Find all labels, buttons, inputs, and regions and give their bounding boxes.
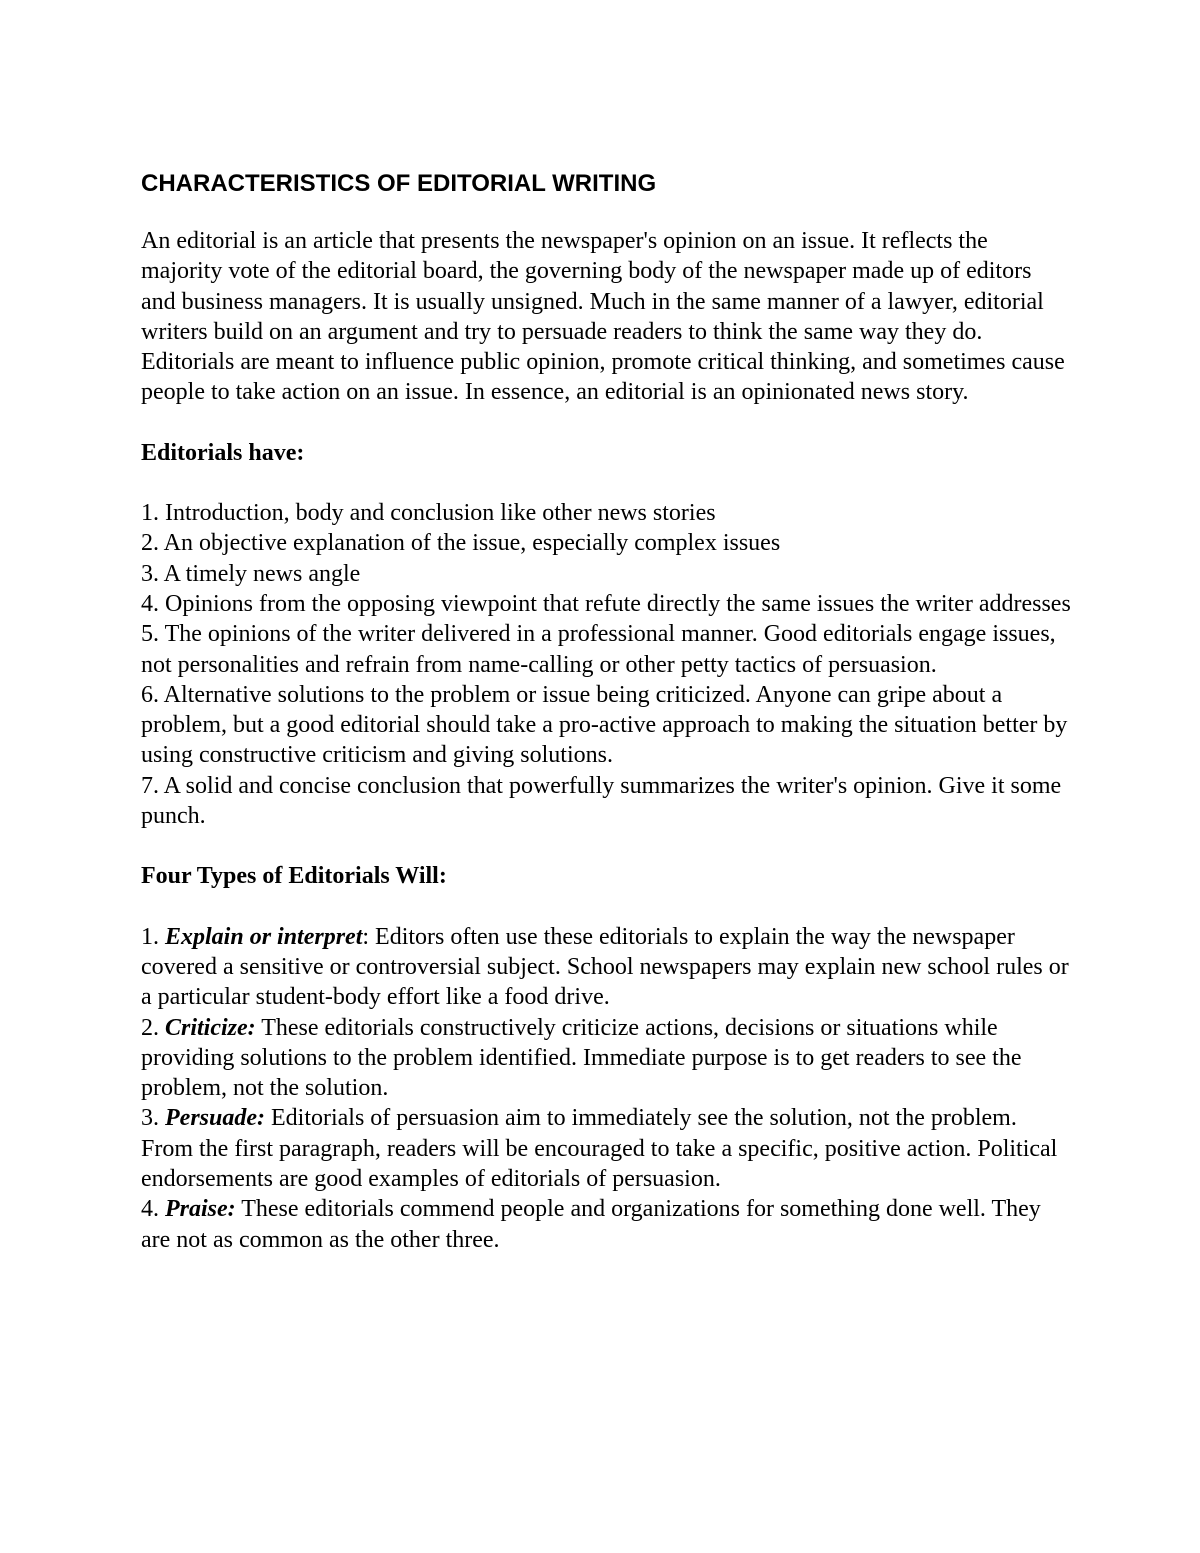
- item-term: Praise:: [165, 1196, 236, 1223]
- item-text: : Editors often use these editorials to explain the way the newspaper covered a sensitive or controversial subject. School newspapers may explain new school rules or a particular student-body effort like a food drive.: [141, 923, 1069, 1011]
- list-item: 1. Introduction, body and conclusion like other news stories: [141, 500, 716, 527]
- item-number: 2.: [141, 1014, 165, 1041]
- item-text: Editorials of persuasion aim to immediately see the solution, not the problem. From the first paragraph, readers will be encouraged to take a specific, positive action. Political endorsements are good examples of editorials of persuasion.: [141, 1105, 1058, 1193]
- list-item: 3. A timely news angle: [141, 560, 361, 587]
- document-page: [141, 166, 1071, 1285]
- list-item: 7. A solid and concise conclusion that powerfully summarizes the writer's opinion. Give it some punch.: [141, 772, 1062, 830]
- list-item: 6. Alternative solutions to the problem or issue being criticized. Anyone can gripe about a problem, but a good editorial should take a pro-active approach to making the situation better by using constructive criticism and giving solutions.: [141, 681, 1068, 769]
- list-item: [141, 1194, 1071, 1255]
- item-number: 4.: [141, 1196, 165, 1223]
- item-text: These editorials constructively criticize actions, decisions or situations while providing solutions to the problem identified. Immediate purpose is to get readers to see the problem, not the solution.: [141, 1014, 1022, 1102]
- list-item: 5. The opinions of the writer delivered in a professional manner. Good editorials engage issues, not personalities and refrain from name-calling or other petty tactics of persuasion.: [141, 621, 1056, 678]
- list-item: [141, 1013, 1071, 1104]
- four-types-list: [141, 922, 1071, 1255]
- editorials-have-list: [141, 498, 1071, 831]
- list-item: [141, 922, 1071, 1013]
- list-item: 2. An objective explanation of the issue, especially complex issues: [141, 530, 781, 557]
- section-heading-editorials-have: Editorials have:: [141, 439, 305, 466]
- list-item: 4. Opinions from the opposing viewpoint that refute directly the same issues the writer addresses: [141, 590, 1071, 617]
- section-heading-four-types: Four Types of Editorials Will:: [141, 863, 447, 890]
- item-term: Persuade:: [165, 1105, 265, 1132]
- document-title: CHARACTERISTICS OF EDITORIAL WRITING: [141, 170, 657, 197]
- item-number: 3.: [141, 1105, 165, 1132]
- item-text: These editorials commend people and organizations for something done well. They are not as common as the other three.: [141, 1196, 1041, 1253]
- item-term: Criticize:: [165, 1014, 256, 1041]
- item-term: Explain or interpret: [165, 923, 363, 950]
- intro-paragraph: An editorial is an article that presents the newspaper's opinion on an issue. It reflects the majority vote of the editorial board, the governing body of the newspaper made up of editors and business managers. It is usually unsigned. Much in the same manner of a lawyer, editorial writers build on an argument and try to persuade readers to think the same way they do. Editorials are meant to influence public opinion, promote critical thinking, and sometimes cause people to take action on an issue. In essence, an editorial is an opinionated news story.: [141, 228, 1065, 406]
- list-item: [141, 1103, 1071, 1194]
- item-number: 1.: [141, 923, 165, 950]
